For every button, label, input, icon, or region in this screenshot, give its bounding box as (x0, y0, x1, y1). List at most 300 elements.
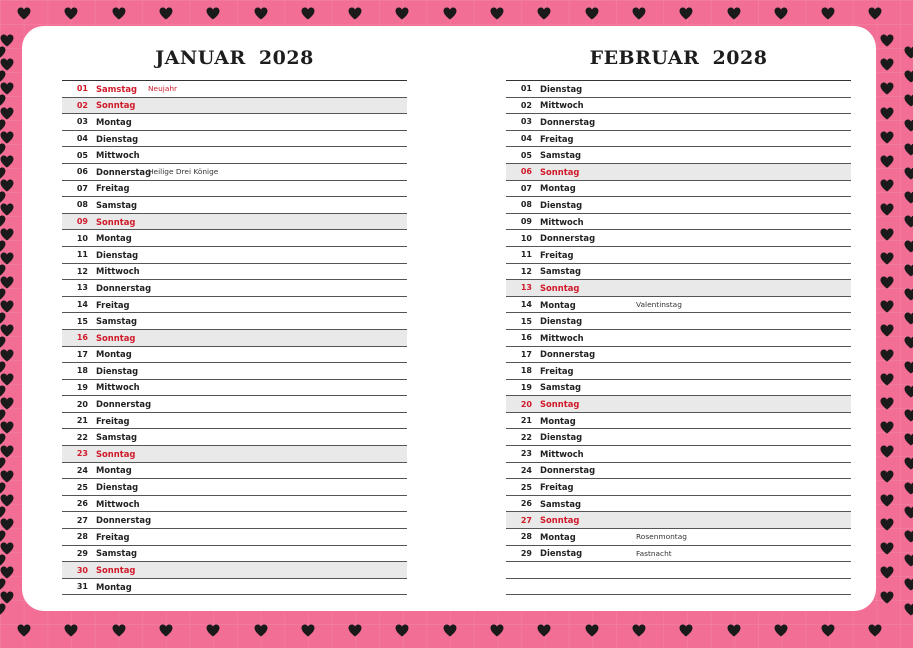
day-number: 05 (76, 150, 88, 160)
heart-icon (904, 143, 913, 156)
heart-icon (112, 7, 126, 20)
heart-icon (301, 7, 315, 20)
day-number: 19 (520, 382, 532, 392)
day-number: 06 (76, 167, 88, 177)
day-number: 09 (520, 217, 532, 227)
day-list (62, 80, 407, 595)
weekday-name: Montag (540, 299, 576, 310)
day-number: 23 (520, 449, 532, 459)
heart-icon (0, 554, 6, 567)
day-row (62, 347, 407, 364)
heart-icon (254, 7, 268, 20)
heart-icon (0, 215, 6, 228)
heart-icon (585, 624, 599, 637)
day-number: 01 (520, 84, 532, 94)
heart-icon (868, 624, 882, 637)
day-number: 07 (520, 183, 532, 193)
heart-icon (159, 7, 173, 20)
heart-icon (17, 624, 31, 637)
heart-icon (632, 7, 646, 20)
weekday-name: Samstag (540, 150, 582, 161)
day-number: 11 (520, 250, 532, 260)
day-row (62, 446, 407, 463)
heart-icon (0, 240, 6, 253)
day-number: 13 (520, 283, 532, 293)
day-number: 08 (520, 200, 532, 210)
day-number: 16 (76, 333, 88, 343)
day-row (62, 114, 407, 131)
day-row (506, 81, 851, 98)
weekday-name: Sonntag (96, 565, 136, 576)
day-number: 16 (520, 333, 532, 343)
day-row (62, 230, 407, 247)
weekday-name: Mittwoch (540, 216, 584, 227)
weekday-name: Freitag (96, 299, 130, 310)
day-row (506, 280, 851, 297)
heart-icon (0, 433, 6, 446)
heart-icon (348, 7, 362, 20)
day-number: 11 (76, 250, 88, 260)
day-row (62, 562, 407, 579)
weekday-name: Freitag (96, 415, 130, 426)
day-row (506, 529, 851, 546)
day-number: 08 (76, 200, 88, 210)
heart-icon (880, 324, 894, 337)
day-row (506, 396, 851, 413)
weekday-name: Montag (96, 465, 132, 476)
heart-icon (904, 288, 913, 301)
weekday-name: Mittwoch (540, 100, 584, 111)
day-number: 21 (76, 416, 88, 426)
day-row (506, 413, 851, 430)
weekday-name: Donnerstag (540, 465, 596, 476)
holiday-note: Neujahr (148, 84, 178, 94)
day-row (506, 512, 851, 529)
heart-icon (880, 155, 894, 168)
day-number: 25 (76, 482, 88, 492)
weekday-name: Dienstag (540, 432, 583, 443)
heart-icon (348, 624, 362, 637)
weekday-name: Samstag (96, 199, 138, 210)
heart-icon (17, 7, 31, 20)
day-number: 30 (76, 565, 88, 575)
heart-icon (904, 433, 913, 446)
day-row (506, 579, 851, 596)
heart-icon (904, 312, 913, 325)
heart-icon (0, 167, 6, 180)
day-row (62, 429, 407, 446)
heart-icon (301, 624, 315, 637)
heart-icon (443, 7, 457, 20)
day-number: 04 (76, 134, 88, 144)
day-number: 22 (520, 432, 532, 442)
weekday-name: Dienstag (96, 133, 139, 144)
weekday-name: Mittwoch (540, 448, 584, 459)
heart-icon (537, 7, 551, 20)
heart-icon (880, 349, 894, 362)
day-row (62, 396, 407, 413)
heart-icon (880, 542, 894, 555)
day-number: 22 (76, 432, 88, 442)
heart-icon (880, 300, 894, 313)
day-number: 14 (76, 300, 88, 310)
heart-icon (904, 240, 913, 253)
heart-icon (0, 578, 6, 591)
heart-icon (904, 167, 913, 180)
weekday-name: Freitag (540, 133, 574, 144)
day-number: 14 (520, 300, 532, 310)
heart-icon (490, 624, 504, 637)
heart-icon (727, 7, 741, 20)
weekday-name: Freitag (540, 482, 574, 493)
heart-icon (0, 482, 6, 495)
day-row (62, 264, 407, 281)
heart-icon (112, 624, 126, 637)
heart-icon (254, 624, 268, 637)
heart-icon (880, 107, 894, 120)
heart-icon (904, 578, 913, 591)
heart-icon (0, 288, 6, 301)
heart-icon (395, 624, 409, 637)
heart-icon (880, 445, 894, 458)
weekday-name: Donnerstag (96, 282, 152, 293)
heart-icon (585, 7, 599, 20)
heart-icon (0, 457, 6, 470)
day-row (506, 446, 851, 463)
heart-icon (880, 276, 894, 289)
weekday-name: Montag (540, 183, 576, 194)
heart-icon (64, 7, 78, 20)
heart-icon (0, 385, 6, 398)
heart-icon (904, 119, 913, 132)
heart-icon (904, 482, 913, 495)
day-row (62, 214, 407, 231)
day-row (506, 479, 851, 496)
weekday-name: Mittwoch (96, 266, 140, 277)
day-row (506, 562, 851, 579)
weekday-name: Freitag (540, 365, 574, 376)
day-row (506, 230, 851, 247)
heart-icon (904, 191, 913, 204)
day-number: 04 (520, 134, 532, 144)
weekday-name: Montag (96, 233, 132, 244)
day-number: 25 (520, 482, 532, 492)
heart-icon (904, 264, 913, 277)
heart-icon (395, 7, 409, 20)
heart-icon (0, 312, 6, 325)
weekday-name: Samstag (96, 432, 138, 443)
day-number: 15 (76, 316, 88, 326)
day-number: 18 (520, 366, 532, 376)
heart-icon (0, 143, 6, 156)
heart-icon (904, 530, 913, 543)
heart-icon (0, 530, 6, 543)
calendar-page (22, 26, 876, 611)
weekday-name: Dienstag (96, 249, 139, 260)
weekday-name: Mittwoch (96, 498, 140, 509)
day-row (506, 496, 851, 513)
day-row (506, 546, 851, 563)
heart-icon (904, 457, 913, 470)
day-row (62, 463, 407, 480)
weekday-name: Dienstag (540, 316, 583, 327)
day-number: 28 (76, 532, 88, 542)
weekday-name: Donnerstag (540, 349, 596, 360)
month-title: FEBRUAR 2028 (589, 47, 768, 69)
heart-icon (0, 409, 6, 422)
heart-icon (880, 58, 894, 71)
heart-icon (868, 7, 882, 20)
day-row (506, 98, 851, 115)
day-number: 05 (520, 150, 532, 160)
day-row (62, 247, 407, 264)
day-number: 27 (520, 515, 532, 525)
day-number: 12 (76, 266, 88, 276)
weekday-name: Sonntag (96, 448, 136, 459)
day-number: 27 (76, 515, 88, 525)
heart-icon (904, 506, 913, 519)
heart-icon (0, 361, 6, 374)
weekday-name: Samstag (96, 83, 138, 94)
day-row (506, 313, 851, 330)
weekday-name: Montag (96, 349, 132, 360)
heart-icon (443, 624, 457, 637)
day-list (506, 80, 851, 595)
day-row (506, 214, 851, 231)
heart-icon (880, 179, 894, 192)
heart-icon (880, 82, 894, 95)
day-row (506, 114, 851, 131)
day-row (62, 313, 407, 330)
day-number: 10 (520, 233, 532, 243)
day-number: 31 (76, 582, 88, 592)
heart-icon (0, 336, 6, 349)
heart-icon (880, 131, 894, 144)
heart-icon (904, 603, 913, 616)
weekday-name: Mittwoch (96, 382, 140, 393)
day-row (62, 496, 407, 513)
day-number: 17 (76, 349, 88, 359)
heart-icon (774, 7, 788, 20)
day-row (506, 363, 851, 380)
heart-icon (206, 7, 220, 20)
weekday-name: Donnerstag (540, 233, 596, 244)
day-row (506, 131, 851, 148)
weekday-name: Mittwoch (96, 150, 140, 161)
day-row (506, 181, 851, 198)
weekday-name: Samstag (540, 498, 582, 509)
heart-icon (0, 506, 6, 519)
day-number: 17 (520, 349, 532, 359)
month-january (62, 45, 407, 595)
day-row (506, 147, 851, 164)
weekday-name: Montag (96, 116, 132, 127)
heart-icon (880, 518, 894, 531)
weekday-name: Samstag (96, 316, 138, 327)
heart-icon (880, 566, 894, 579)
heart-icon (0, 119, 6, 132)
heart-icon (206, 624, 220, 637)
heart-icon (880, 34, 894, 47)
day-row (62, 197, 407, 214)
day-number: 20 (76, 399, 88, 409)
day-number: 10 (76, 233, 88, 243)
day-number: 06 (520, 167, 532, 177)
weekday-name: Freitag (540, 249, 574, 260)
weekday-name: Samstag (540, 266, 582, 277)
heart-icon (880, 252, 894, 265)
day-row (506, 197, 851, 214)
day-number: 19 (76, 382, 88, 392)
holiday-note: Fastnacht (636, 548, 672, 558)
day-row (62, 147, 407, 164)
day-number: 15 (520, 316, 532, 326)
heart-icon (904, 336, 913, 349)
day-row (506, 380, 851, 397)
day-number: 20 (520, 399, 532, 409)
day-row (62, 280, 407, 297)
day-row (506, 330, 851, 347)
day-number: 24 (520, 465, 532, 475)
month-title: JANUAR 2028 (155, 47, 314, 69)
day-row (62, 297, 407, 314)
day-number: 18 (76, 366, 88, 376)
day-row (62, 81, 407, 98)
heart-icon (679, 624, 693, 637)
heart-icon (537, 624, 551, 637)
day-number: 26 (76, 499, 88, 509)
heart-icon (880, 228, 894, 241)
weekday-name: Sonntag (540, 515, 580, 526)
heart-icon (159, 624, 173, 637)
day-number: 23 (76, 449, 88, 459)
heart-icon (904, 46, 913, 59)
weekday-name: Freitag (96, 531, 130, 542)
heart-icon (64, 624, 78, 637)
day-number: 02 (520, 100, 532, 110)
heart-icon (880, 494, 894, 507)
weekday-name: Montag (540, 531, 576, 542)
heart-icon (880, 397, 894, 410)
heart-icon (0, 603, 6, 616)
holiday-note: Valentinstag (636, 300, 682, 310)
heart-icon (904, 70, 913, 83)
day-row (506, 347, 851, 364)
day-row (62, 512, 407, 529)
heart-icon (0, 70, 6, 83)
day-number: 03 (520, 117, 532, 127)
heart-icon (880, 591, 894, 604)
day-number: 29 (76, 548, 88, 558)
month-february (506, 45, 851, 595)
weekday-name: Montag (96, 581, 132, 592)
day-number: 29 (520, 548, 532, 558)
day-row (506, 164, 851, 181)
weekday-name: Sonntag (96, 100, 136, 111)
day-number: 21 (520, 416, 532, 426)
weekday-name: Donnerstag (96, 399, 152, 410)
heart-icon (880, 373, 894, 386)
day-number: 01 (76, 84, 88, 94)
day-number: 24 (76, 465, 88, 475)
day-row (506, 463, 851, 480)
holiday-note: Heilige Drei Könige (148, 167, 219, 177)
heart-icon (904, 554, 913, 567)
heart-icon (0, 46, 6, 59)
weekday-name: Mittwoch (540, 332, 584, 343)
day-number: 09 (76, 217, 88, 227)
day-row (62, 98, 407, 115)
day-row (62, 380, 407, 397)
weekday-name: Sonntag (540, 399, 580, 410)
day-row (62, 131, 407, 148)
weekday-name: Donnerstag (96, 166, 152, 177)
day-number: 12 (520, 266, 532, 276)
weekday-name: Freitag (96, 183, 130, 194)
day-row (62, 413, 407, 430)
day-number: 26 (520, 499, 532, 509)
weekday-name: Sonntag (540, 166, 580, 177)
day-row (506, 297, 851, 314)
heart-icon (0, 94, 6, 107)
weekday-name: Dienstag (540, 548, 583, 559)
heart-icon (774, 624, 788, 637)
weekday-name: Samstag (540, 382, 582, 393)
heart-icon (880, 421, 894, 434)
day-row (62, 363, 407, 380)
heart-icon (904, 361, 913, 374)
heart-icon (632, 624, 646, 637)
day-row (506, 247, 851, 264)
weekday-name: Dienstag (540, 83, 583, 94)
day-row (62, 546, 407, 563)
heart-icon (904, 385, 913, 398)
heart-icon (0, 264, 6, 277)
heart-icon (679, 7, 693, 20)
heart-icon (490, 7, 504, 20)
day-number: 13 (76, 283, 88, 293)
weekday-name: Dienstag (540, 199, 583, 210)
day-row (62, 164, 407, 181)
heart-icon (904, 409, 913, 422)
day-row (506, 429, 851, 446)
heart-icon (727, 624, 741, 637)
day-row (62, 579, 407, 596)
weekday-name: Donnerstag (540, 116, 596, 127)
heart-icon (880, 470, 894, 483)
weekday-name: Dienstag (96, 482, 139, 493)
heart-icon (821, 624, 835, 637)
day-row (62, 181, 407, 198)
day-number: 28 (520, 532, 532, 542)
day-row (62, 479, 407, 496)
holiday-note: Rosenmontag (636, 532, 687, 542)
heart-icon (904, 215, 913, 228)
weekday-name: Sonntag (96, 216, 136, 227)
day-row (506, 264, 851, 281)
heart-icon (880, 203, 894, 216)
weekday-name: Dienstag (96, 365, 139, 376)
weekday-name: Sonntag (540, 282, 580, 293)
day-number: 03 (76, 117, 88, 127)
day-number: 07 (76, 183, 88, 193)
day-row (62, 529, 407, 546)
heart-icon (0, 191, 6, 204)
day-row (62, 330, 407, 347)
day-number: 02 (76, 100, 88, 110)
weekday-name: Donnerstag (96, 515, 152, 526)
heart-icon (904, 94, 913, 107)
